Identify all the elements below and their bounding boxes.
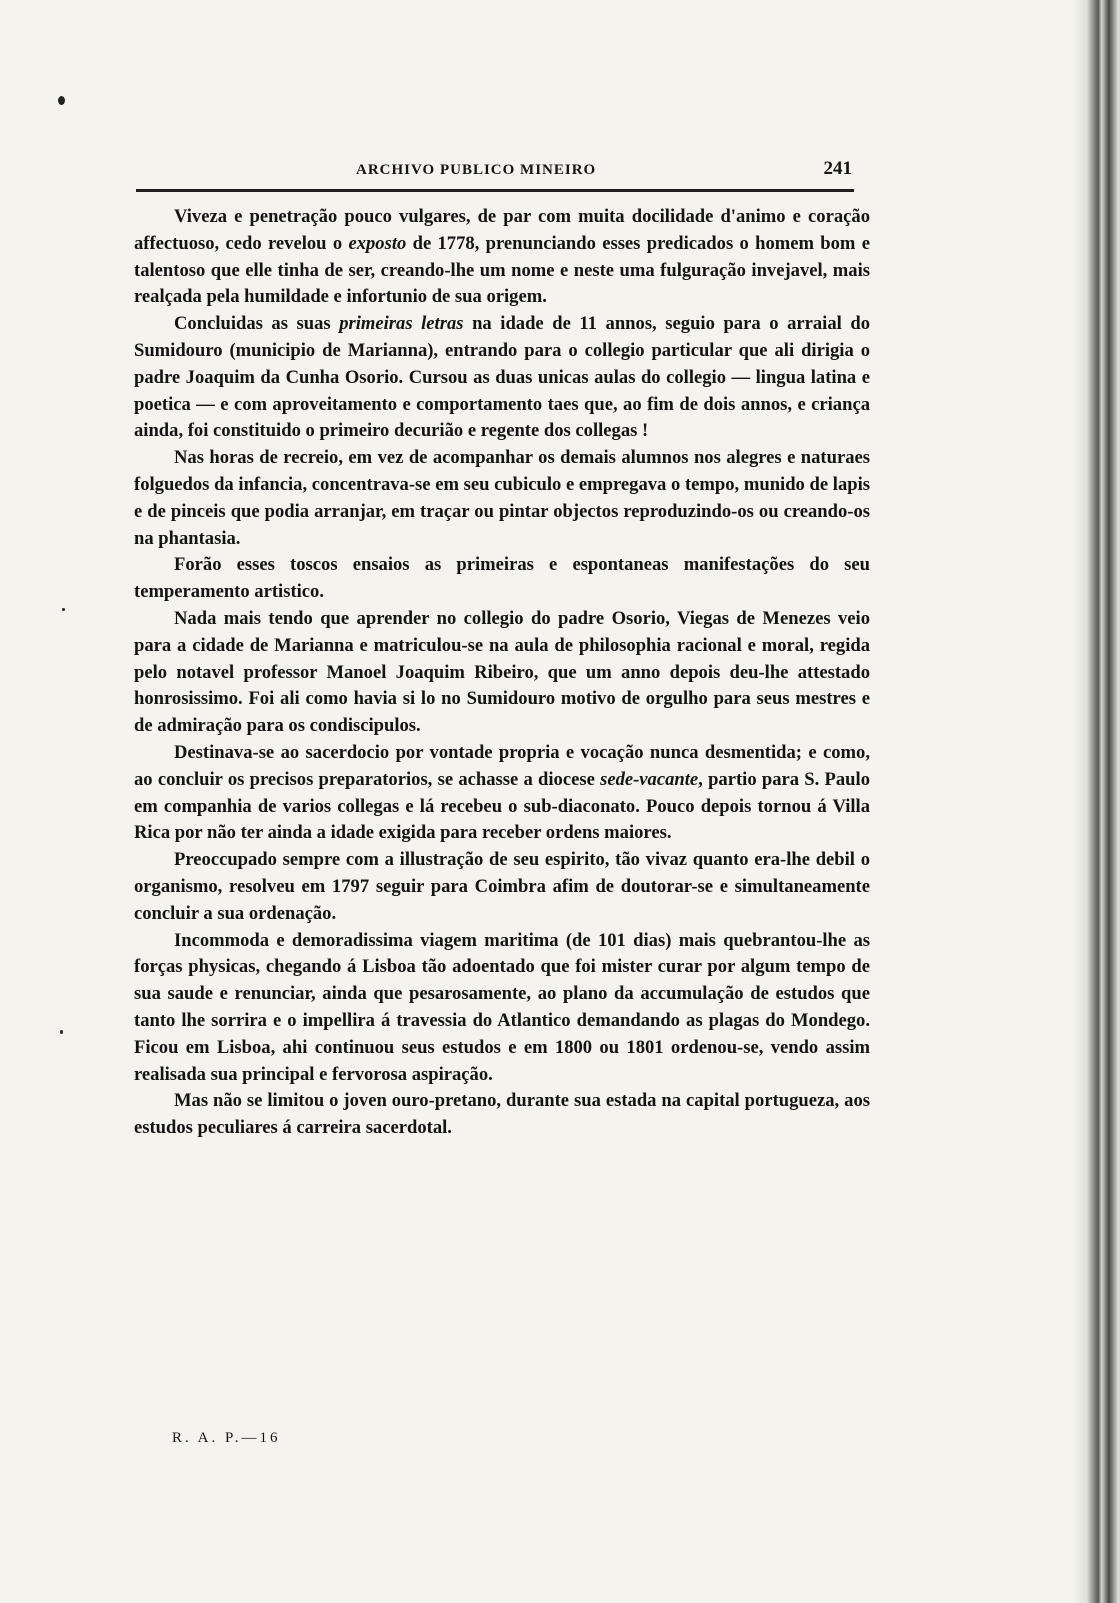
paragraph-text: Mas não se limitou o joven ouro-pretano, durante sua estada na capital portugueza, aos estudos peculiares á carreira sacerdotal. [134, 1090, 870, 1139]
page-number: 241 [823, 158, 852, 179]
ink-speck [62, 608, 65, 611]
header-rule [136, 189, 854, 192]
ink-speck [58, 96, 65, 105]
paragraph-text: de 1778, prenunciando esses predicados o homem bom e talentoso que elle tinha de ser, creando-lhe um nome e neste uma fulguração invejavel, mais realçada pela humildade e infortunio de sua origem. [134, 232, 870, 308]
paragraph-text: Nas horas de recreio, em vez de acompanhar os demais alumnos nos alegres e naturaes folguedos da infancia, concentrava-se em seu cubiculo e empregava o tempo, munido de lapis e de pinceis que podia arranjar, em traçar ou pintar objectos reproduzindo-os ou creando-os na phantasia. [134, 447, 870, 549]
italic-term: primeiras letras [339, 313, 464, 335]
paragraph [134, 928, 870, 1089]
paragraph-text: Destinava-se ao sacerdocio por vontade propria e vocação nunca desmentida; e como, ao concluir os precisos preparatorios, se achasse a diocese [134, 741, 870, 790]
paragraph-text: na idade de 11 annos, seguio para o arraial do Sumidouro (municipio de Marianna), entrando para o collegio particular que ali dirigia o padre Joaquim da Cunha Osorio. Cursou as duas unicas aulas do collegio — lingua latina e poetica — e com aproveitamento e comportamento taes que, ao fim de dois annos, e criança ainda, foi constituido o primeiro decurião e regente dos collegas ! [134, 313, 870, 442]
paragraph-text: , partio para S. Paulo em companhia de varios collegas e lá recebeu o sub-diaconato. Pouco depois tornou á Villa Rica por não ter ainda a idade exigida para receber ordens maiores. [134, 768, 870, 844]
paragraph [134, 740, 870, 847]
paragraph-text: Nada mais tendo que aprender no collegio do padre Osorio, Viegas de Menezes veio para a cidade de Marianna e matriculou-se na aula de philosophia racional e moral, regida pelo notavel professor Manoel Joaquim Ribeiro, que um anno depois deu-lhe attestado honrosissimo. Foi ali como havia si lo no Sumidouro motivo de orgulho para seus mestres e de admiração para os condiscipulos. [134, 607, 870, 737]
paragraph [134, 847, 870, 927]
italic-term: exposto [348, 232, 407, 254]
page-edge-shadow [1073, 0, 1119, 1603]
paragraph-text: Concluidas as suas [174, 313, 340, 335]
paragraph [134, 1088, 870, 1142]
italic-term: sede-vacante [600, 768, 699, 790]
page-header [136, 158, 852, 188]
body-text [134, 204, 870, 1142]
paragraph-text: Viveza e penetração pouco vulgares, de par com muita docilidade d'animo e coração affectuoso, cedo revelou o [134, 206, 870, 254]
running-title: ARCHIVO PUBLICO MINEIRO [356, 162, 597, 178]
paragraph [134, 204, 870, 311]
paragraph-text: Incommoda e demoradissima viagem maritima (de 101 dias) mais quebrantou-lhe as forças physicas, chegando á Lisboa tão adoentado que foi mister curar por algum tempo de sua saude e renunciar, ainda que pesarosamente, ao plano da accumulação de estudos que tanto lhe sorrira e o impellira á travessia do Atlantico demandando as plagas do Mondego. Ficou em Lisboa, ahi continuou seus estudos e em 1800 ou 1801 ordenou-se, vendo assim realisada sua principal e fervorosa aspiração. [134, 929, 870, 1085]
paragraph [134, 311, 870, 445]
paragraph-text: Forão esses toscos ensaios as primeiras e espontaneas manifestações do seu temperamento artistico. [134, 554, 870, 603]
paragraph [134, 606, 870, 740]
paragraph-text: Preoccupado sempre com a illustração de seu espirito, tão vivaz quanto era-lhe debil o organismo, resolveu em 1797 seguir para Coimbra afim de doutorar-se e simultaneamente concluir a sua ordenação. [134, 849, 870, 924]
paragraph [134, 552, 870, 606]
ink-speck [60, 1030, 63, 1034]
signature-mark: R. A. P.—16 [172, 1430, 281, 1446]
paragraph [134, 445, 870, 552]
